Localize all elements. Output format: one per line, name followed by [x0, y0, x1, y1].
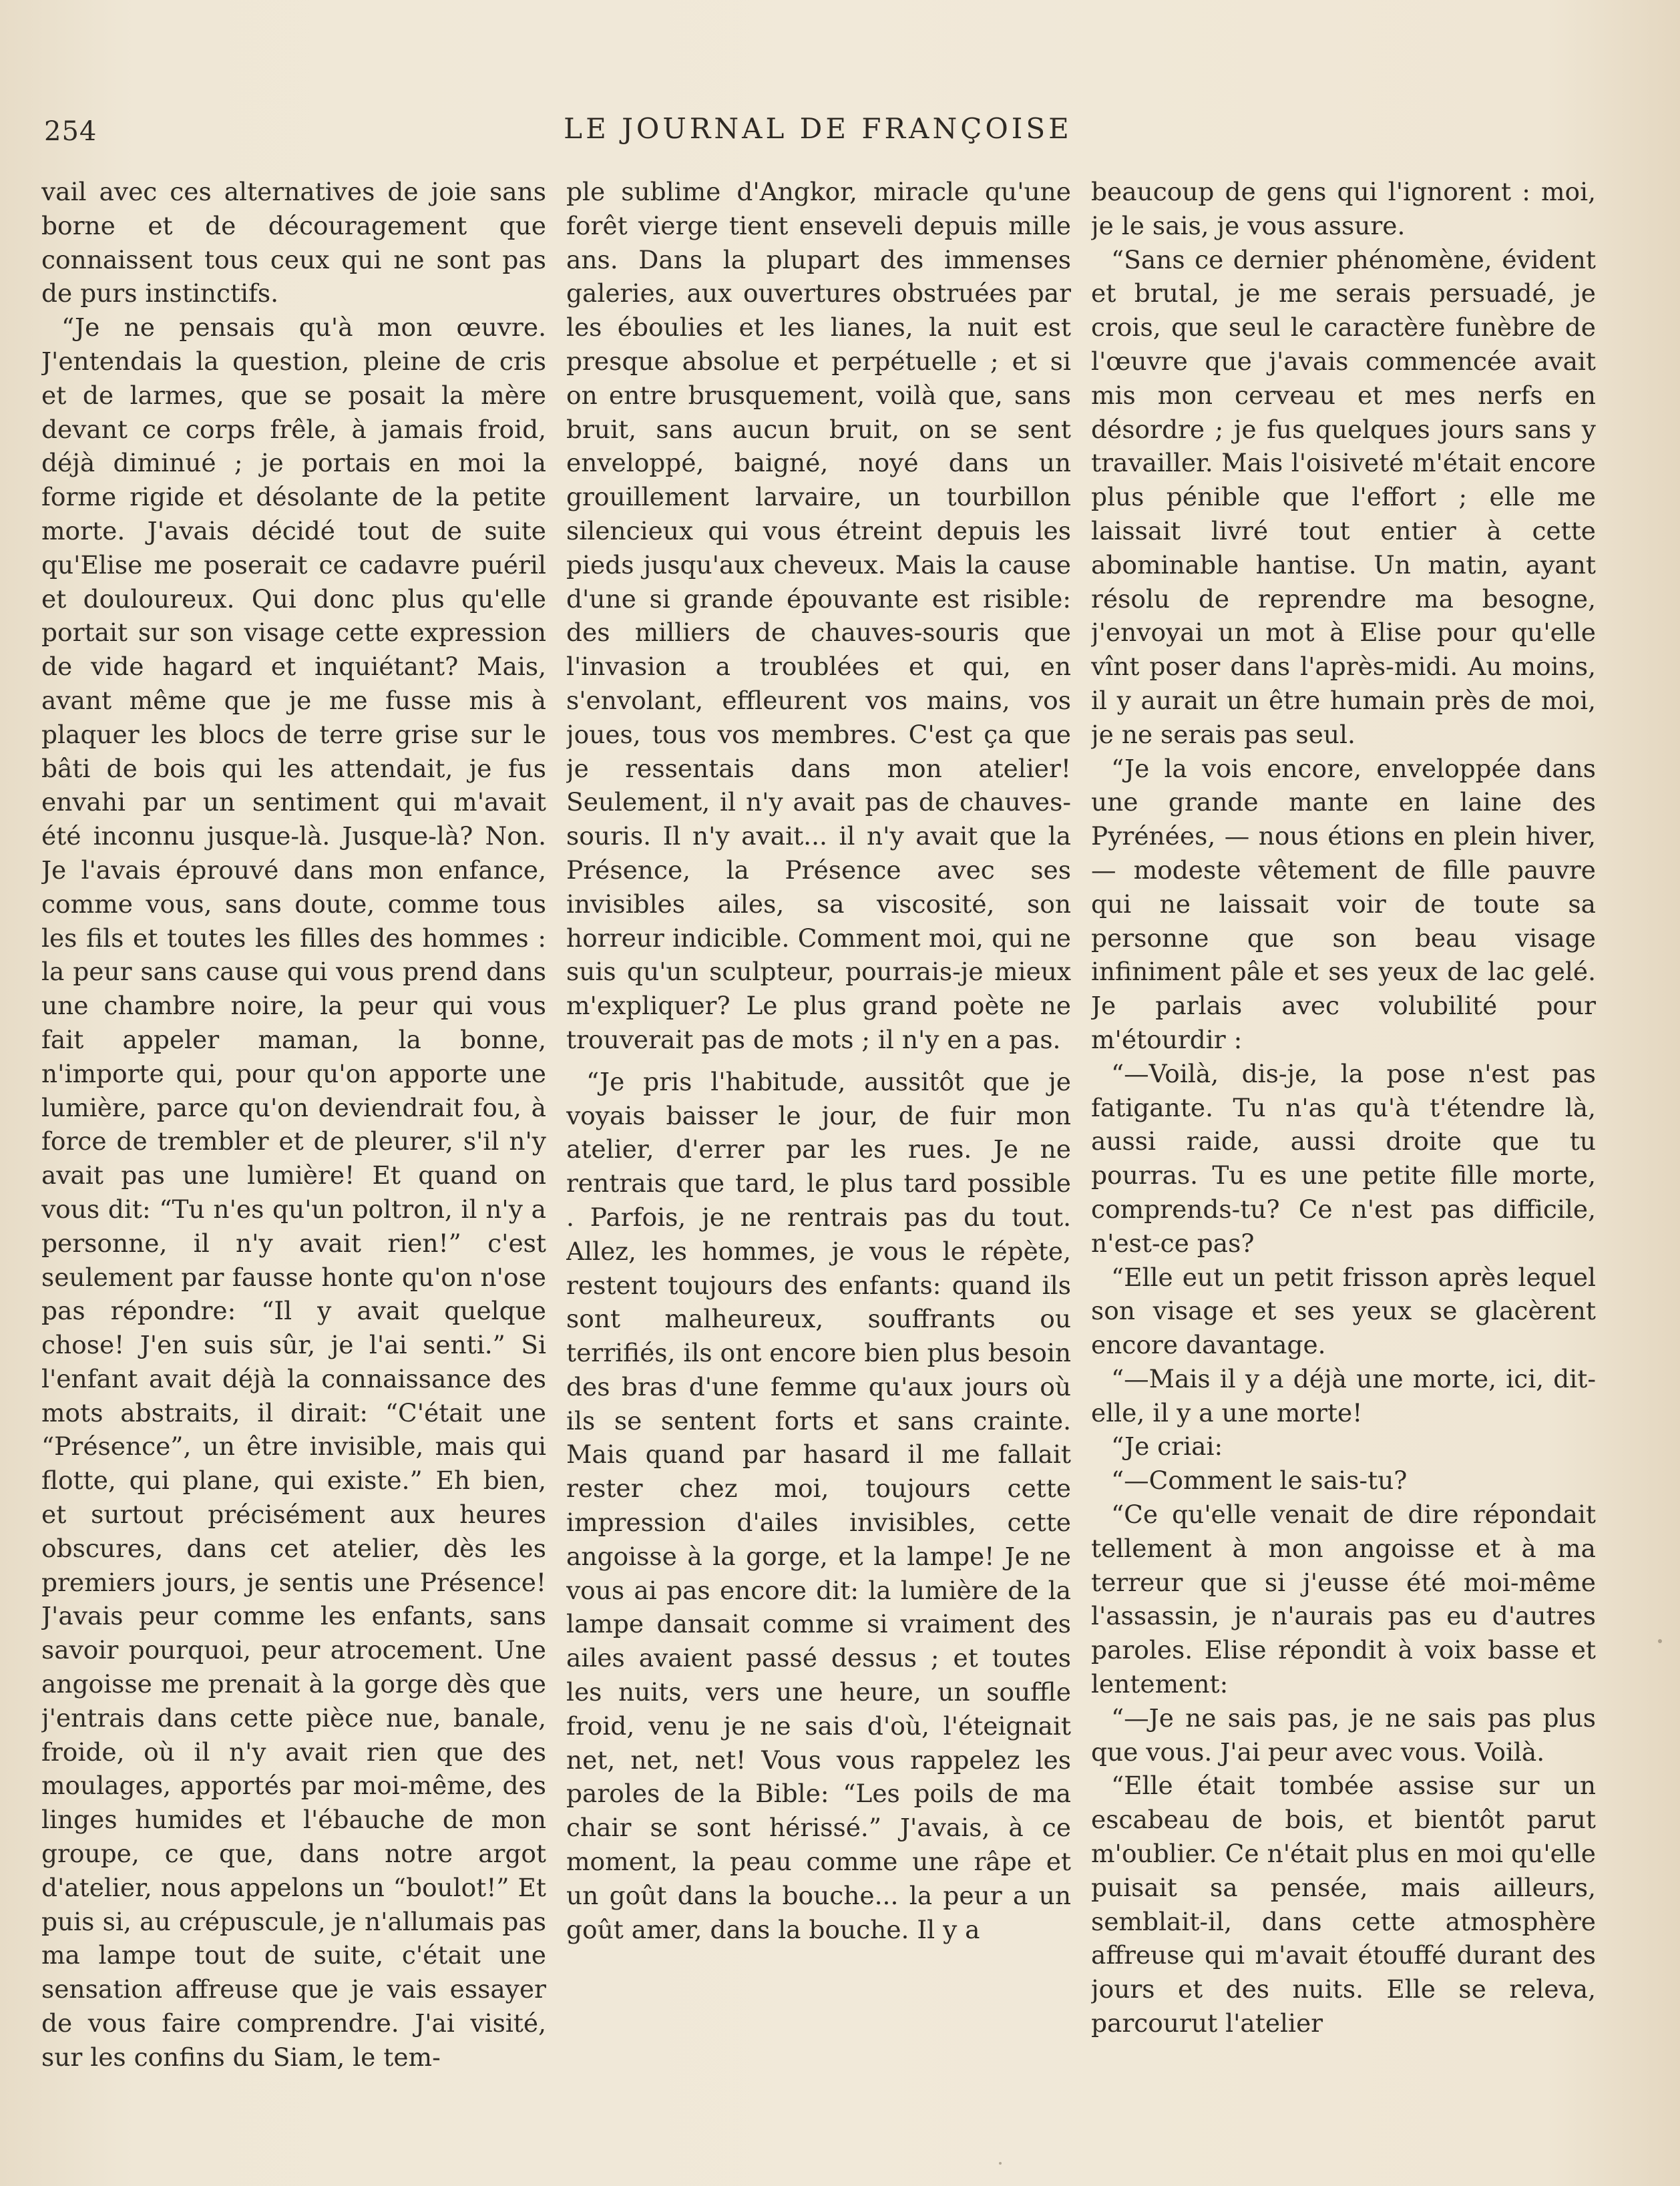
paragraph: vail avec ces alternatives de joie sans borne et de découragement que connaissent tous ceux qui ne sont pas de purs instinctifs. [41, 177, 546, 308]
paragraph: “Elle était tombée assise sur un escabeau de bois, et bientôt parut m'oublier. Ce n'était plus en moi qu'elle puisait sa pensée, mais ailleurs, semblait-il, dans cette atmosphère affreuse qui m'avait étouffé durant des jours et des nuits. Elle se releva, parcourut l'atelier [1091, 1771, 1596, 2038]
paragraph: “Je pris l'habitude, aussitôt que je voyais baisser le jour, de fuir mon atelier, d'errer par les rues. Je ne rentrais que tard, le plus tard possible . Parfois, je ne rentrais pas du tout. Allez, les hommes, je vous le répète, restent toujours des enfants: quand ils sont malheureux, souffrants ou terrifiés, ils ont encore bien plus besoin des bras d'une femme qu'aux jours où ils se sentent forts et sans crainte. Mais quand par hasard il me fallait rester chez moi, toujours cette impression d'ailes invisibles, cette angoisse à la gorge, et la lampe! Je ne vous ai pas encore dit: la lumière de la lampe dansait comme si vraiment des ailes avaient passé dessus ; et toutes les nuits, vers une heure, un souffle froid, venu je ne sais d'où, l'éteignait net, net, net! Vous vous rappelez les paroles de la Bible: “Les poils de ma chair se sont hérissé.” J'avais, à ce moment, la peau comme une râpe et un goût dans la bouche... la peur a un goût amer, dans la bouche. Il y a [566, 1066, 1071, 1944]
paper-speck [1658, 1639, 1662, 1643]
paragraph: “Sans ce dernier phénomène, évident et brutal, je me serais persuadé, je crois, que seul le caractère funèbre de l'œuvre que j'avais commencée avait mis mon cerveau et mes nerfs en désordre ; je fus quelques jours sans y travailler. Mais l'oisiveté m'était encore plus pénible que l'effort ; elle me laissait livré tout entier à cette abominable hantise. Un matin, ayant résolu de reprendre ma besogne, j'envoyai un mot à Elise pour qu'elle vînt poser dans l'après-midi. Au moins, il y aurait un être humain près de moi, je ne serais pas seul. [1091, 244, 1596, 749]
running-head [40, 107, 1596, 154]
paragraph: “Ce qu'elle venait de dire répondait tellement à mon angoisse et à ma terreur que si j'eusse été moi-même l'assassin, je n'aurais pas eu d'autres paroles. Elise répondit à voix basse et lentement: [1091, 1500, 1596, 1699]
paragraph: beaucoup de gens qui l'ignorent : moi, je le sais, je vous assure. [1091, 177, 1596, 240]
paragraph: “—Mais il y a déjà une morte, ici, dit-elle, il y a une morte! [1091, 1363, 1596, 1428]
paper-speck [999, 2162, 1002, 2165]
paragraph: “Je criai: [1111, 1432, 1223, 1462]
journal-title: LE JOURNAL DE FRANÇOISE [564, 112, 1072, 145]
paragraph: “Je ne pensais qu'à mon œuvre. J'entendais la question, pleine de cris et de larmes, que se posait la mère devant ce corps frêle, à jamais froid, déjà diminué ; je portais en moi la forme rigide et désolante de la petite morte. J'avais décidé tout de suite qu'Elise me poserait ce cadavre puéril et douloureux. Qui donc plus qu'elle portait sur son visage cette expression de vide hagard et inquiétant? Mais, avant même que je me fusse mis à plaquer les blocs de terre grise sur le bâti de bois qui les attendait, je fus envahi par un sentiment qui m'avait été inconnu jusque-là. Jusque-là? Non. Je l'avais éprouvé dans mon enfance, comme vous, sans doute, comme tous les fils et toutes les filles des hommes : la peur sans cause qui vous prend dans une chambre noire, la peur qui vous fait appeler maman, la bonne, n'importe qui, pour qu'on apporte une lumière, parce qu'on deviendrait fou, à force de trembler et de pleurer, s'il n'y avait pas une lumière! Et quand on vous dit: “Tu n'es qu'un poltron, il n'y a personne, il n'y avait rien!” c'est seulement par fausse honte qu'on n'ose pas répondre: “Il y avait quelque chose! J'en suis sûr, je l'ai senti.” Si l'enfant avait déjà la connaissance des mots abstraits, il dirait: “C'était une “Présence”, un être invisible, mais qui flotte, qui plane, qui existe.” Eh bien, et surtout précisément aux heures obscures, dans cet atelier, dès les premiers jours, je sentis une Présence! J'avais peur comme les enfants, sans savoir pourquoi, peur atrocement. Une angoisse me prenait à la gorge dès que j'entrais dans cette pièce nue, banale, froide, où il n'y avait rien que des moulages, apportés par moi-même, des linges humides et l'ébauche de mon groupe, ce que, dans notre argot d'atelier, nous appelons un “boulot!” Et puis si, au crépuscule, je n'allumais pas ma lampe tout de suite, c'était une sensation affreuse que je vais essayer de vous faire comprendre. J'ai visité, sur les confins du Siam, le tem- [41, 312, 546, 2072]
column-2 [566, 175, 1071, 2145]
paragraph: “—Voilà, dis-je, la pose n'est pas fatigante. Tu n'as qu'à t'étendre là, aussi raide, aussi droite que tu pourras. Tu es une petite fille morte, comprends-tu? Ce n'est pas difficile, n'est-ce pas? [1091, 1058, 1596, 1258]
text-columns [41, 175, 1597, 2145]
paragraph: “—Je ne sais pas, je ne sais pas plus que vous. J'ai peur avec vous. Voilà. [1091, 1703, 1596, 1767]
column-1 [41, 175, 546, 2145]
paragraph: “Elle eut un petit frisson après lequel son visage et ses yeux se glacèrent encore davantage. [1091, 1262, 1596, 1360]
paragraph: “—Comment le sais-tu? [1111, 1466, 1408, 1496]
page-number: 254 [44, 116, 97, 147]
paragraph: ple sublime d'Angkor, miracle qu'une forêt vierge tient enseveli depuis mille ans. Dans la plupart des immenses galeries, aux ouvertures obstruées par les éboulies et les lianes, la nuit est presque absolue et perpétuelle ; et si on entre brusquement, voilà que, sans bruit, sans aucun bruit, on se sent enveloppé, baigné, noyé dans un grouillement larvaire, un tourbillon silencieux qui vous étreint depuis les pieds jusqu'aux cheveux. Mais la cause d'une si grande épouvante est risible: des milliers de chauves-souris que l'invasion a troublées et qui, en s'envolant, effleurent vos mains, vos joues, tous vos membres. C'est ça que je ressentais dans mon atelier! Seulement, il n'y avait pas de chauves-souris. Il n'y avait... il n'y avait que la Présence, la Présence avec ses invisibles ailes, sa viscosité, son horreur indicible. Comment moi, qui ne suis qu'un sculpteur, pourrais-je mieux m'expliquer? Le plus grand poète ne trouverait pas de mots ; il n'y en a pas. [566, 177, 1071, 1054]
column-3 [1091, 175, 1596, 2145]
paragraph: “Je la vois encore, enveloppée dans une grande mante en laine des Pyrénées, — nous étions en plein hiver, — modeste vêtement de fille pauvre qui ne laissait voir de toute sa personne que son beau visage infiniment pâle et ses yeux de lac gelé. Je parlais avec volubilité pour m'étourdir : [1091, 753, 1596, 1054]
